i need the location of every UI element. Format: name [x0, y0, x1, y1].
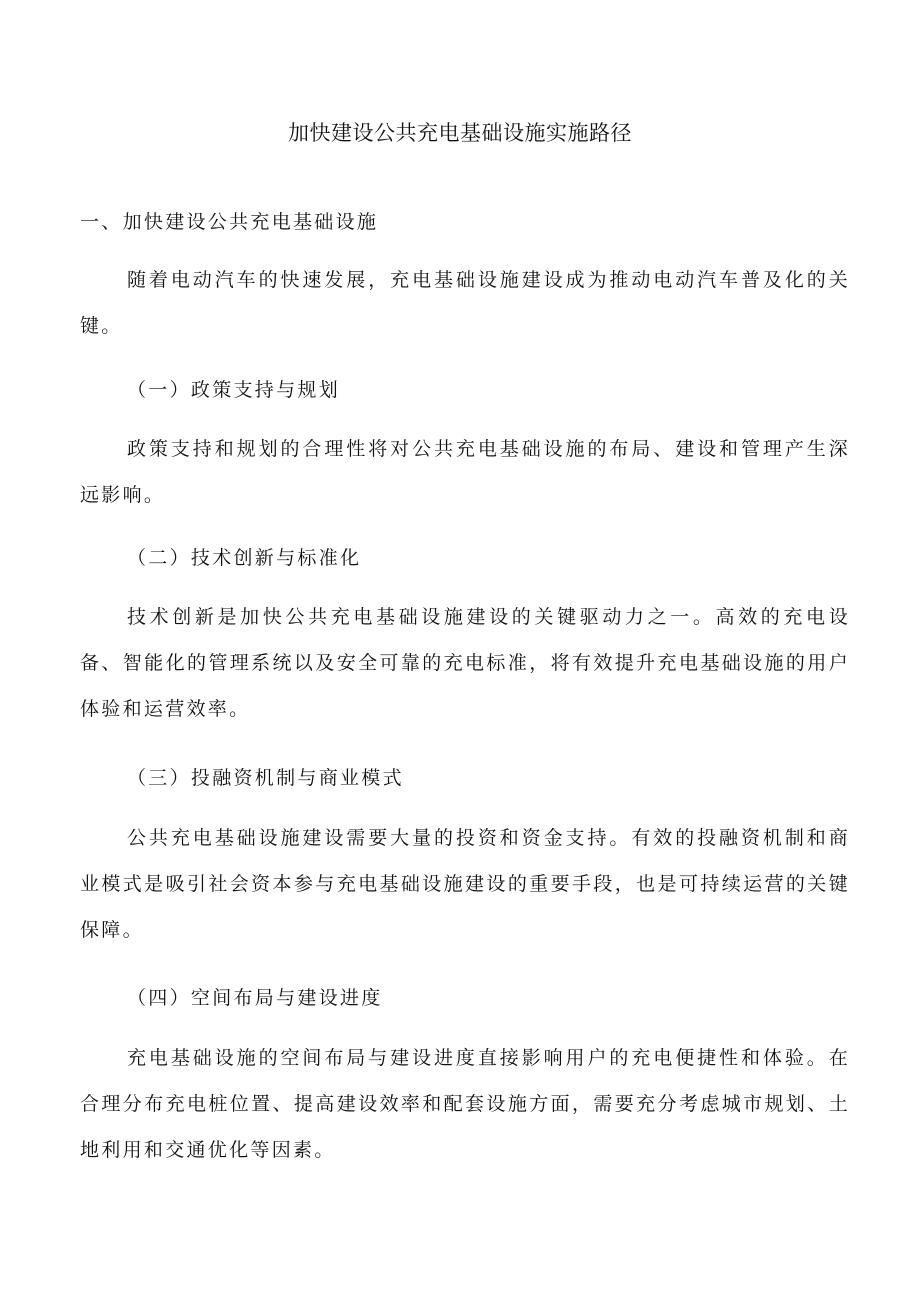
subsection-heading-4: （四）空间布局与建设进度 [127, 987, 383, 1009]
subsection-body-2: 技术创新是加快公共充电基础设施建设的关键驱动力之一。高效的充电设备、智能化的管理系统以及安全可靠的充电标准，将有效提升充电基础设施的用户体验和运营效率。 [80, 606, 850, 720]
subsection-body-1: 政策支持和规划的合理性将对公共充电基础设施的布局、建设和管理产生深远影响。 [80, 438, 850, 506]
intro-paragraph: 随着电动汽车的快速发展，充电基础设施建设成为推动电动汽车普及化的关键。 [80, 269, 850, 337]
subsection-heading-1: （一）政策支持与规划 [127, 379, 341, 401]
section-heading: 一、加快建设公共充电基础设施 [80, 211, 379, 233]
subsection-body-3: 公共充电基础设施建设需要大量的投资和资金支持。有效的投融资机制和商业模式是吸引社会资本参与充电基础设施建设的重要手段，也是可持续运营的关键保障。 [80, 827, 850, 941]
subsection-heading-2: （二）技术创新与标准化 [127, 547, 362, 569]
subsection-body-4: 充电基础设施的空间布局与建设进度直接影响用户的充电便捷性和体验。在合理分布充电桩位置、提高建设效率和配套设施方面，需要充分考虑城市规划、土地利用和交通优化等因素。 [80, 1047, 850, 1161]
subsection-heading-3: （三）投融资机制与商业模式 [127, 767, 404, 789]
document-title: 加快建设公共充电基础设施实施路径 [288, 121, 632, 145]
